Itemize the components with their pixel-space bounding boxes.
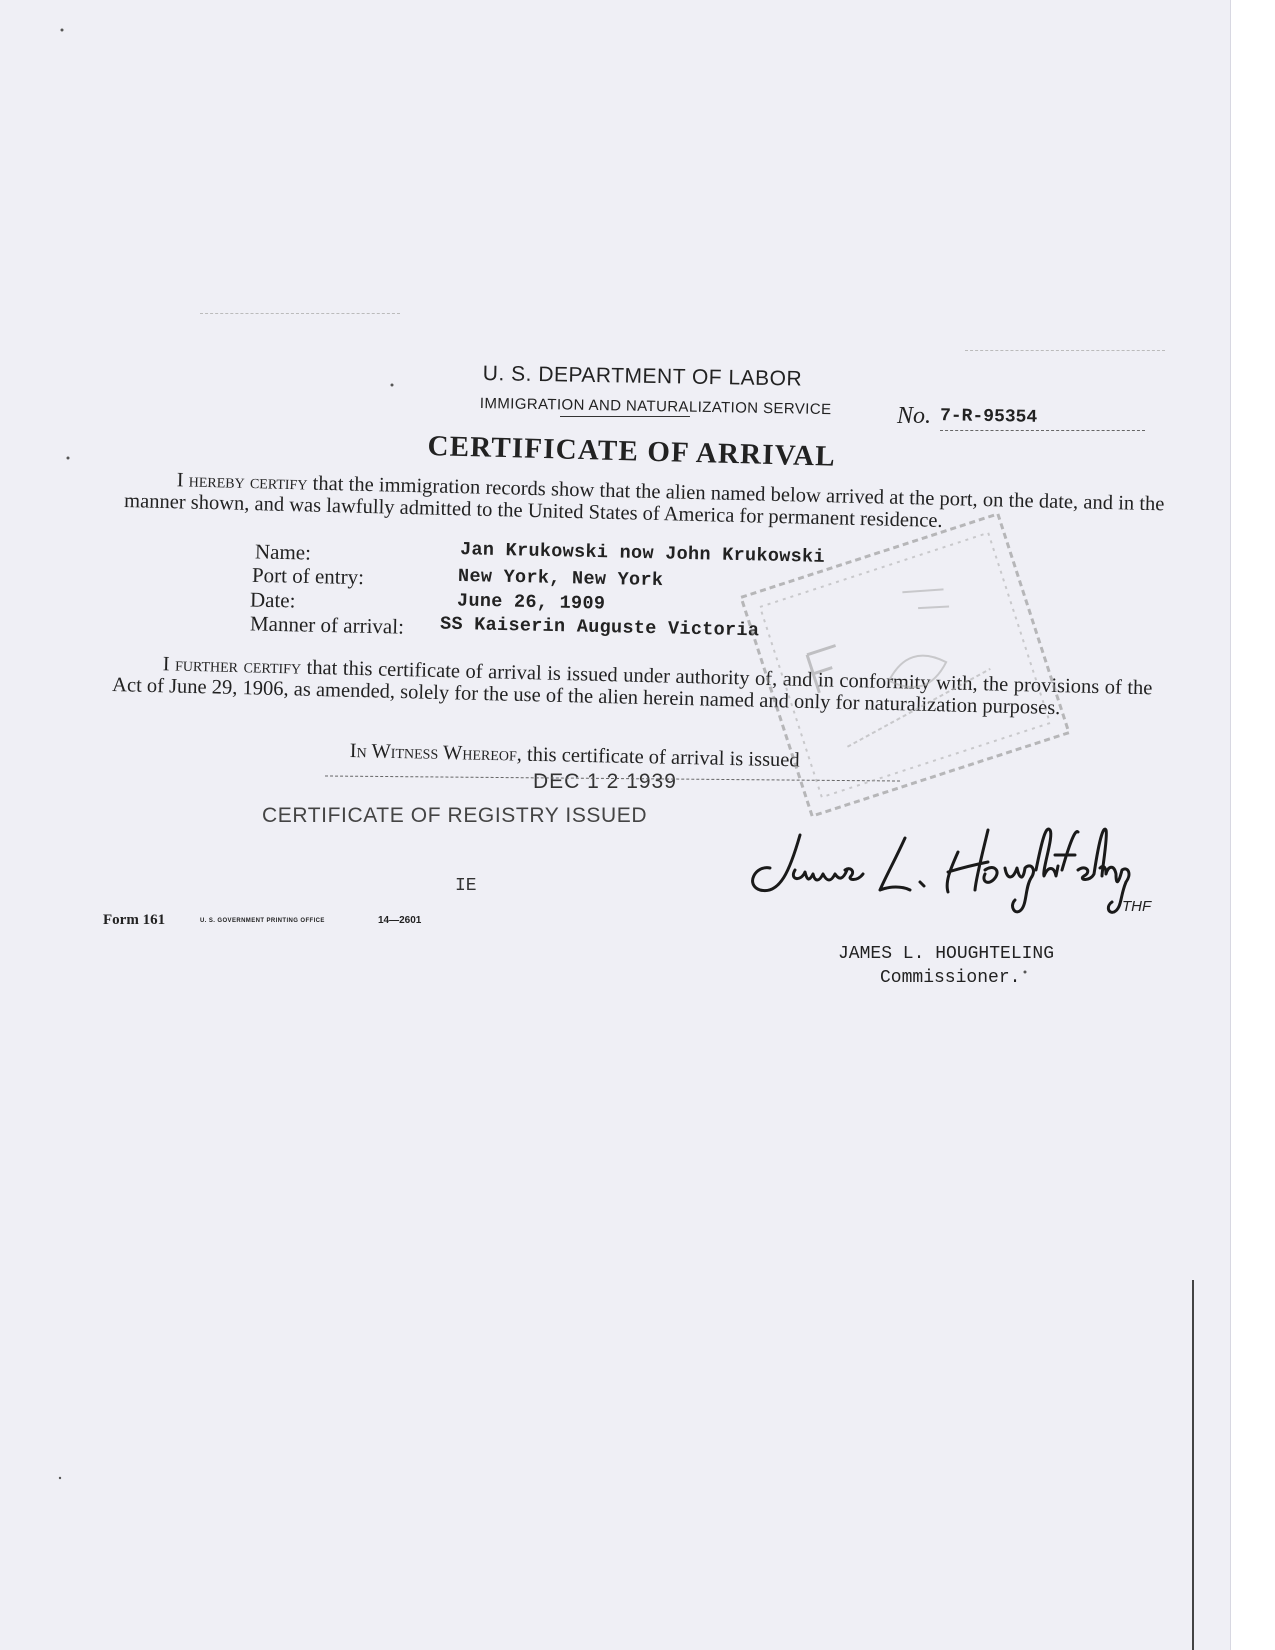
handwritten-signature [753, 829, 1129, 912]
field-label-name: Name: [254, 539, 312, 565]
field-value-port: New York, New York [457, 565, 664, 592]
signer-printed-name: JAMES L. HOUGHTELING [838, 944, 1055, 964]
printing-office: U. S. GOVERNMENT PRINTING OFFICE [200, 918, 325, 924]
field-value-manner: SS Kaiserin Auguste Victoria [439, 613, 760, 642]
field-label-manner: Manner of arrival: [249, 611, 405, 639]
field-label-date: Date: [249, 587, 296, 613]
certify-text: that the immigration records show that the alien named below arrived at the port, on the date, and in the manner shown, and was lawfully admitted to the United States of America for permanent residence. [123, 472, 1165, 532]
certificate-number: 7-R-95354 [939, 406, 1038, 428]
clerk-initials: IE [455, 876, 477, 896]
issue-date-stamp: DEC 1 2 1939 [533, 770, 677, 793]
signature-initials: THF [1122, 898, 1152, 915]
certificate-number-label: No. [897, 403, 932, 429]
further-lead: I further certify [162, 653, 302, 679]
signer-title: Commissioner. [880, 968, 1021, 988]
department-heading: U. S. DEPARTMENT OF LABOR [482, 362, 803, 391]
field-label-port: Port of entry: [251, 562, 365, 590]
scan-specks [59, 29, 1027, 1480]
print-code: 14—2601 [378, 915, 422, 926]
seal-stamp [741, 514, 1069, 816]
certify-lead: I hereby certify [176, 469, 308, 495]
witness-text: , this certificate of arrival is issued [516, 743, 800, 772]
field-value-date: June 26, 1909 [456, 590, 606, 615]
form-number: Form 161 [103, 912, 166, 928]
service-heading: IMMIGRATION AND NATURALIZATION SERVICE [479, 395, 832, 419]
field-value-name: Jan Krukowski now John Krukowski [459, 539, 826, 568]
registry-stamp: CERTIFICATE OF REGISTRY ISSUED [262, 804, 648, 827]
further-text: that this certificate of arrival is issued under authority of, and in conformity with, the provisions of the Act of June 29, 1906, as amended, solely for the use of the alien herein named and only for naturalization purposes. [111, 656, 1153, 720]
certificate-title: CERTIFICATE OF ARRIVAL [427, 430, 837, 473]
witness-lead: In Witness Whereof [349, 740, 518, 766]
